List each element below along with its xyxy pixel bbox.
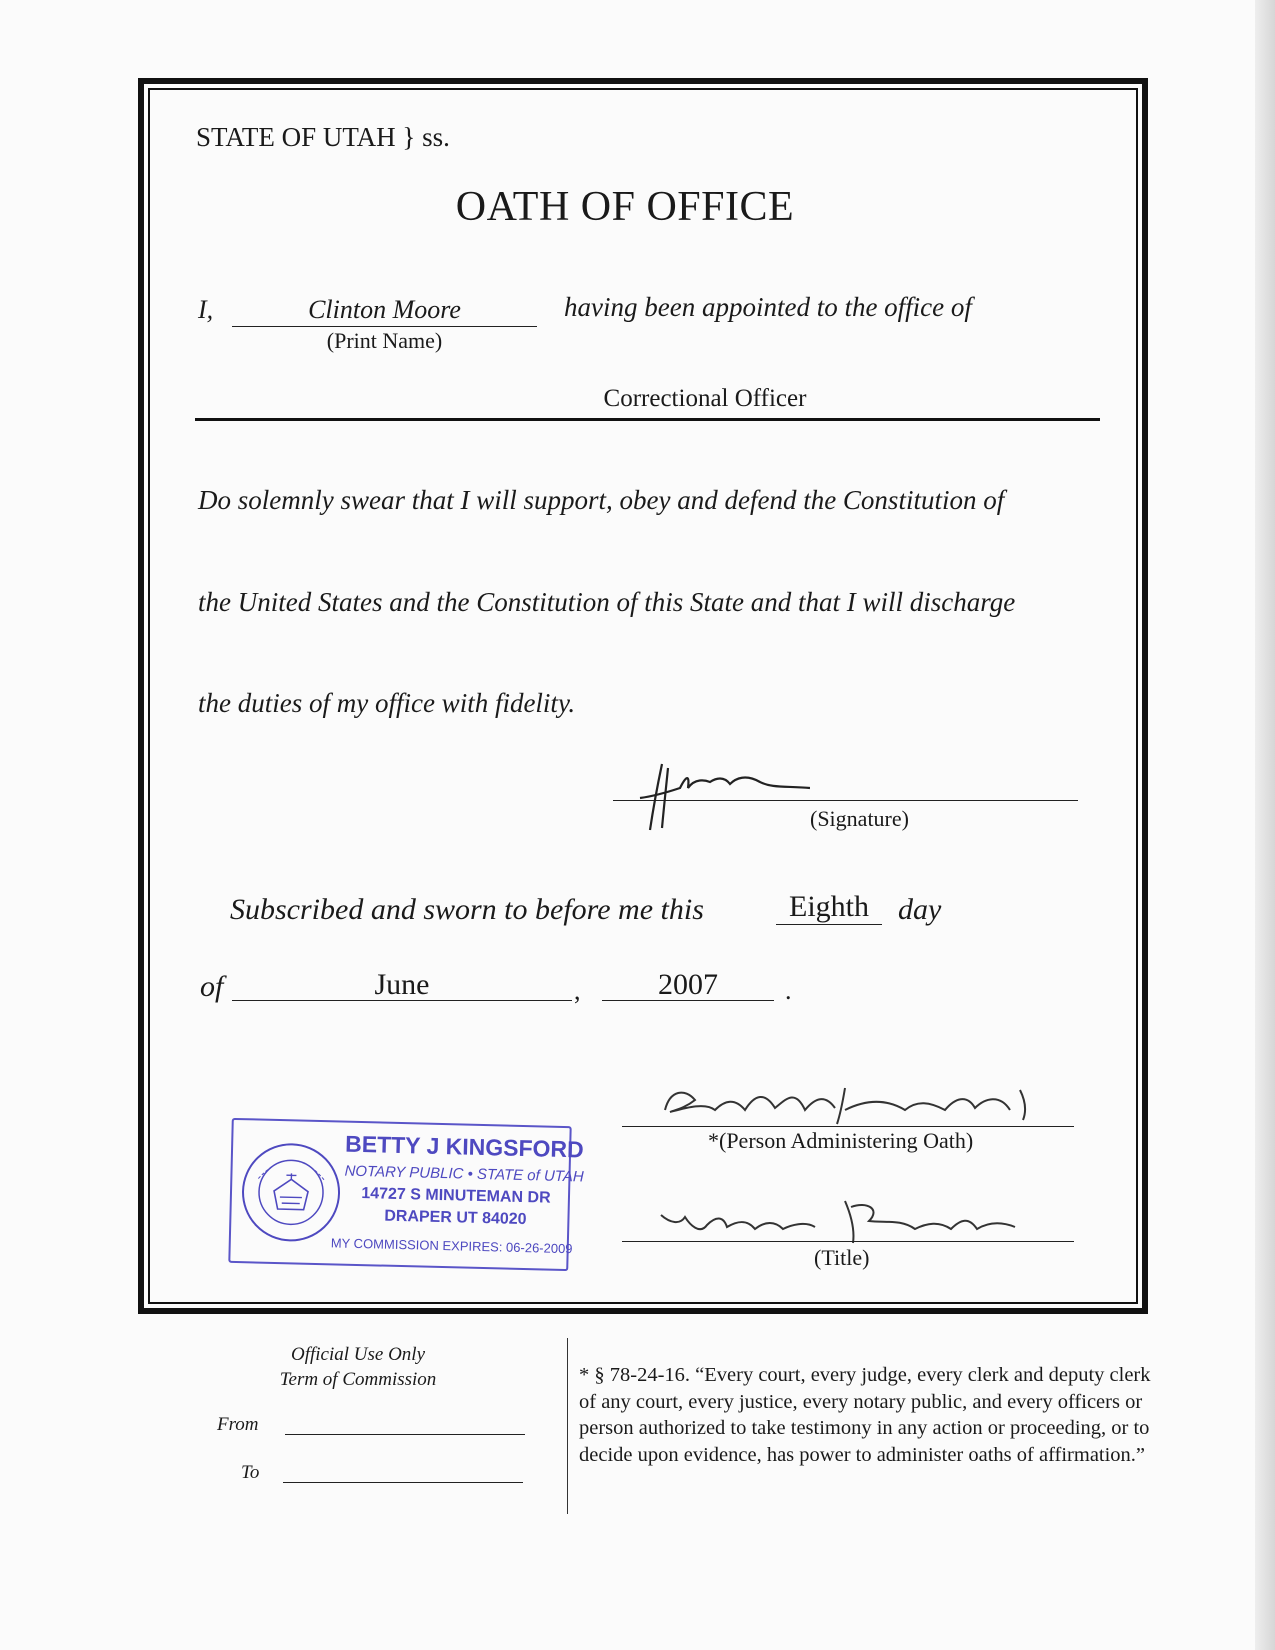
- month-value: June: [374, 968, 430, 1001]
- oath-line-2: the United States and the Constitution of this State and that I will discharge: [198, 587, 1016, 617]
- administrator-title-line: [622, 1241, 1074, 1242]
- date-period: .: [785, 976, 792, 1005]
- administrator-signature-image: [655, 1080, 1075, 1130]
- scan-edge-shadow: [1255, 0, 1275, 1650]
- statute-footnote: * § 78-24-16. “Every court, every judge, every clerk and deputy clerk of any court, every justice, every notary public, and every officers or person authorized to take testimony in any action or proceeding, or to decide upon evidence, has power to administer oaths of affirmation.”: [579, 1364, 1151, 1466]
- oath-line-3: the duties of my office with fidelity.: [198, 688, 576, 718]
- day-value: Eighth: [789, 890, 869, 923]
- subscribed-text: Subscribed and sworn to before me this: [230, 893, 704, 926]
- month-underline: [232, 1000, 572, 1001]
- year-value: 2007: [658, 968, 718, 1001]
- administrator-signature-line: [622, 1126, 1074, 1127]
- to-label: To: [241, 1462, 260, 1483]
- official-use-line: Official Use Only: [290, 1344, 426, 1365]
- document-title: OATH OF OFFICE: [455, 184, 795, 230]
- officer-signature-image: [610, 758, 810, 838]
- notary-title: NOTARY PUBLIC • STATE of UTAH: [344, 1162, 584, 1186]
- notary-stamp: [228, 1118, 585, 1271]
- title-caption: (Title): [814, 1245, 870, 1270]
- date-comma: ,: [574, 976, 581, 1005]
- name-underline: [232, 326, 537, 327]
- notary-street: 14727 S MINUTEMAN DR: [361, 1185, 551, 1207]
- day-underline: [776, 924, 882, 925]
- notary-city: DRAPER UT 84020: [384, 1207, 527, 1229]
- from-field-line: [285, 1434, 525, 1435]
- administrator-caption: *(Person Administering Oath): [708, 1128, 974, 1153]
- oath-prefix-i: I,: [198, 295, 214, 324]
- appointed-text: having been appointed to the office of: [564, 292, 972, 322]
- of-word: of: [200, 970, 224, 1003]
- officer-name-value: Clinton Moore: [308, 295, 461, 324]
- office-underline: [195, 418, 1100, 421]
- day-word: day: [898, 893, 942, 926]
- notary-commission-expiry: MY COMMISSION EXPIRES: 06-26-2009: [330, 1235, 573, 1257]
- year-underline: [602, 1000, 774, 1001]
- print-name-caption: (Print Name): [326, 328, 443, 353]
- state-seal-icon: [237, 1138, 346, 1247]
- from-label: From: [217, 1414, 259, 1435]
- term-of-commission-line: Term of Commission: [279, 1369, 437, 1390]
- state-venue-line: STATE OF UTAH } ss.: [196, 122, 450, 152]
- to-field-line: [283, 1482, 523, 1483]
- office-value: Correctional Officer: [603, 385, 807, 412]
- signature-caption: (Signature): [810, 806, 909, 831]
- signature-line: [613, 800, 1078, 801]
- footer-divider: [567, 1338, 568, 1514]
- notary-name: BETTY J KINGSFORD: [344, 1130, 585, 1163]
- oath-line-1: Do solemnly swear that I will support, obey and defend the Constitution of: [198, 485, 1005, 515]
